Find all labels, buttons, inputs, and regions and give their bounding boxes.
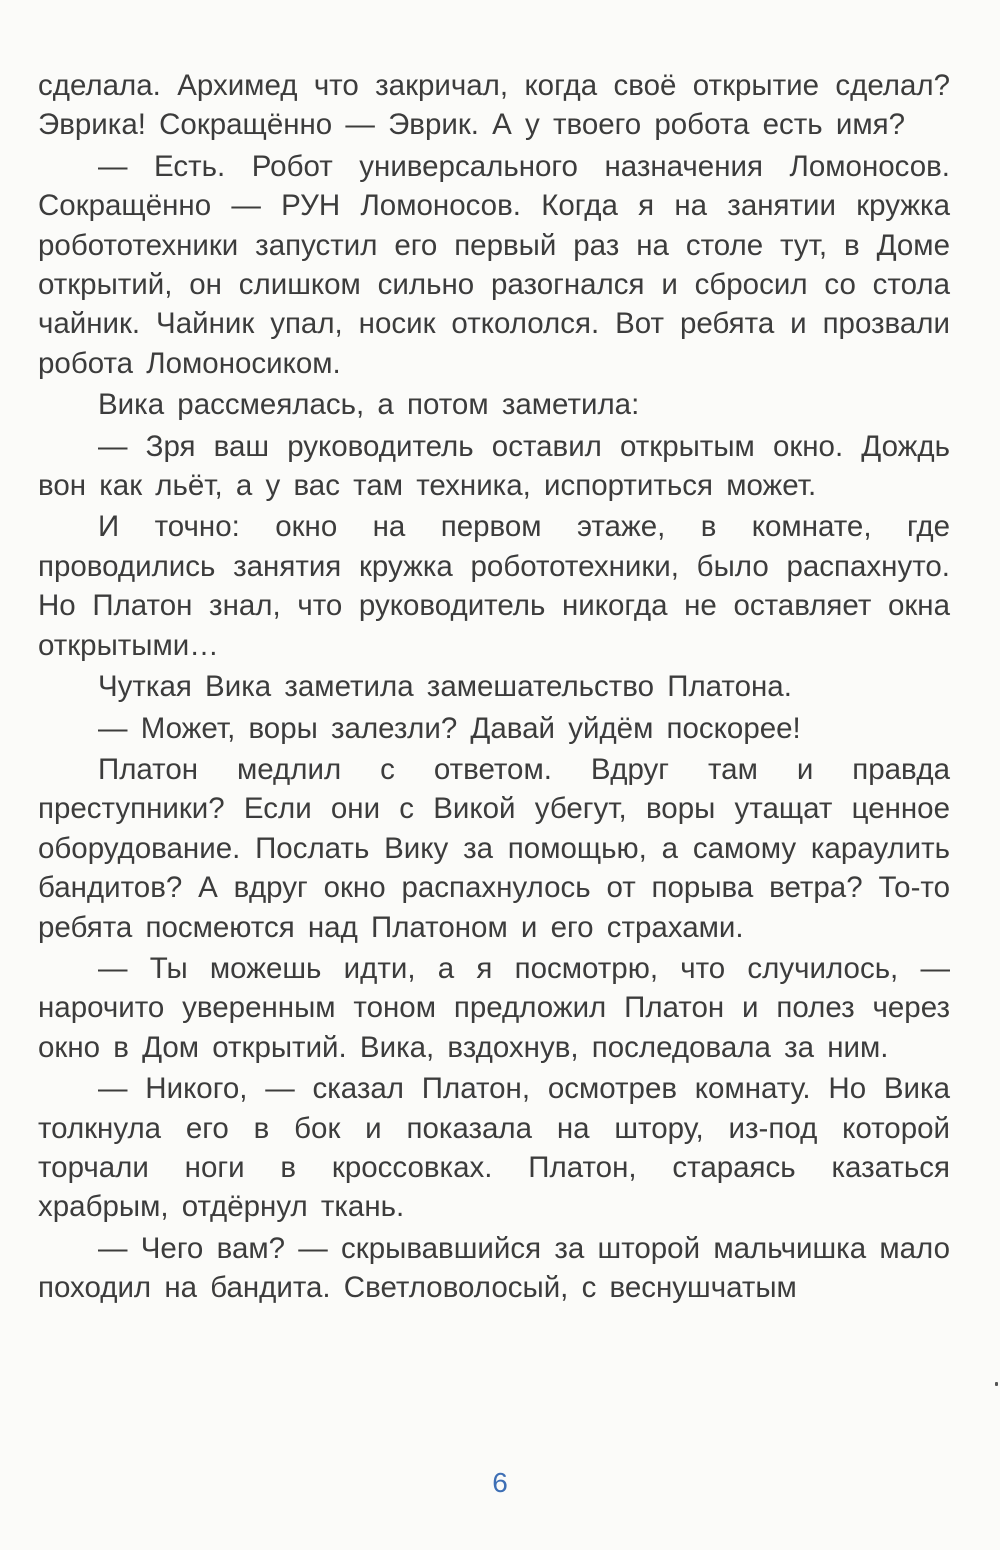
paragraph-9: — Ты можешь идти, а я посмотрю, что случилось, — нарочито уверенным тоном предложил Платон и полез через окно в Дом открытий. Вика, вздохнув, последовала за ним. xyxy=(38,951,950,1064)
paragraph-11: — Чего вам? — скрывавшийся за шторой мальчишка мало походил на бандита. Светловолосый, с веснушчатым xyxy=(38,1231,950,1305)
paragraph-2: — Есть. Робот универсального назначения Ломоносов. Сокращённо — РУН Ломоносов. Когда я на занятии кружка робототехники запустил его первый раз на столе тут, в Доме открытий, он слишком сильно разогнался и сбросил со стола чайник. Чайник упал, носик откололся. Вот ребята и прозвали робота Ломоносиком. xyxy=(38,149,950,380)
paragraph-6: Чуткая Вика заметила замешательство Платона. xyxy=(98,670,792,704)
paragraph-1: сделала. Архимед что закричал, когда своё открытие сделал? Эврика! Сокращённо — Эврик. А у твоего робота есть имя? xyxy=(38,69,950,142)
page-text xyxy=(38,66,950,1310)
paragraph-8: Платон медлил с ответом. Вдруг там и правда преступники? Если они с Викой убегут, воры утащат ценное оборудование. Послать Вику за помощью, а самому караулить бандитов? А вдруг окно распахнулось от порыва ветра? То-то ребята посмеются над Платоном и его страхами. xyxy=(38,752,950,944)
paragraph-5: И точно: окно на первом этаже, в комнате, где проводились занятия кружка робототехники, было распахнуто. Но Платон знал, что руководитель никогда не оставляет окна открытыми… xyxy=(38,510,950,662)
paragraph-7: — Может, воры залезли? Давай уйдём поскорее! xyxy=(98,711,801,745)
paragraph-10: — Никого, — сказал Платон, осмотрев комнату. Но Вика толкнула его в бок и показала на штору, из-под которой торчали ноги в кроссовках. Платон, стараясь казаться храбрым, отдёрнул ткань. xyxy=(38,1072,950,1224)
paragraph-4: — Зря ваш руководитель оставил открытым окно. Дождь вон как льёт, а у вас там техника, испортиться может. xyxy=(38,429,950,503)
scan-edge-mark xyxy=(995,1382,998,1386)
paragraph-3: Вика рассмеялась, а потом заметила: xyxy=(98,388,640,422)
page-number: 6 xyxy=(492,1467,508,1498)
